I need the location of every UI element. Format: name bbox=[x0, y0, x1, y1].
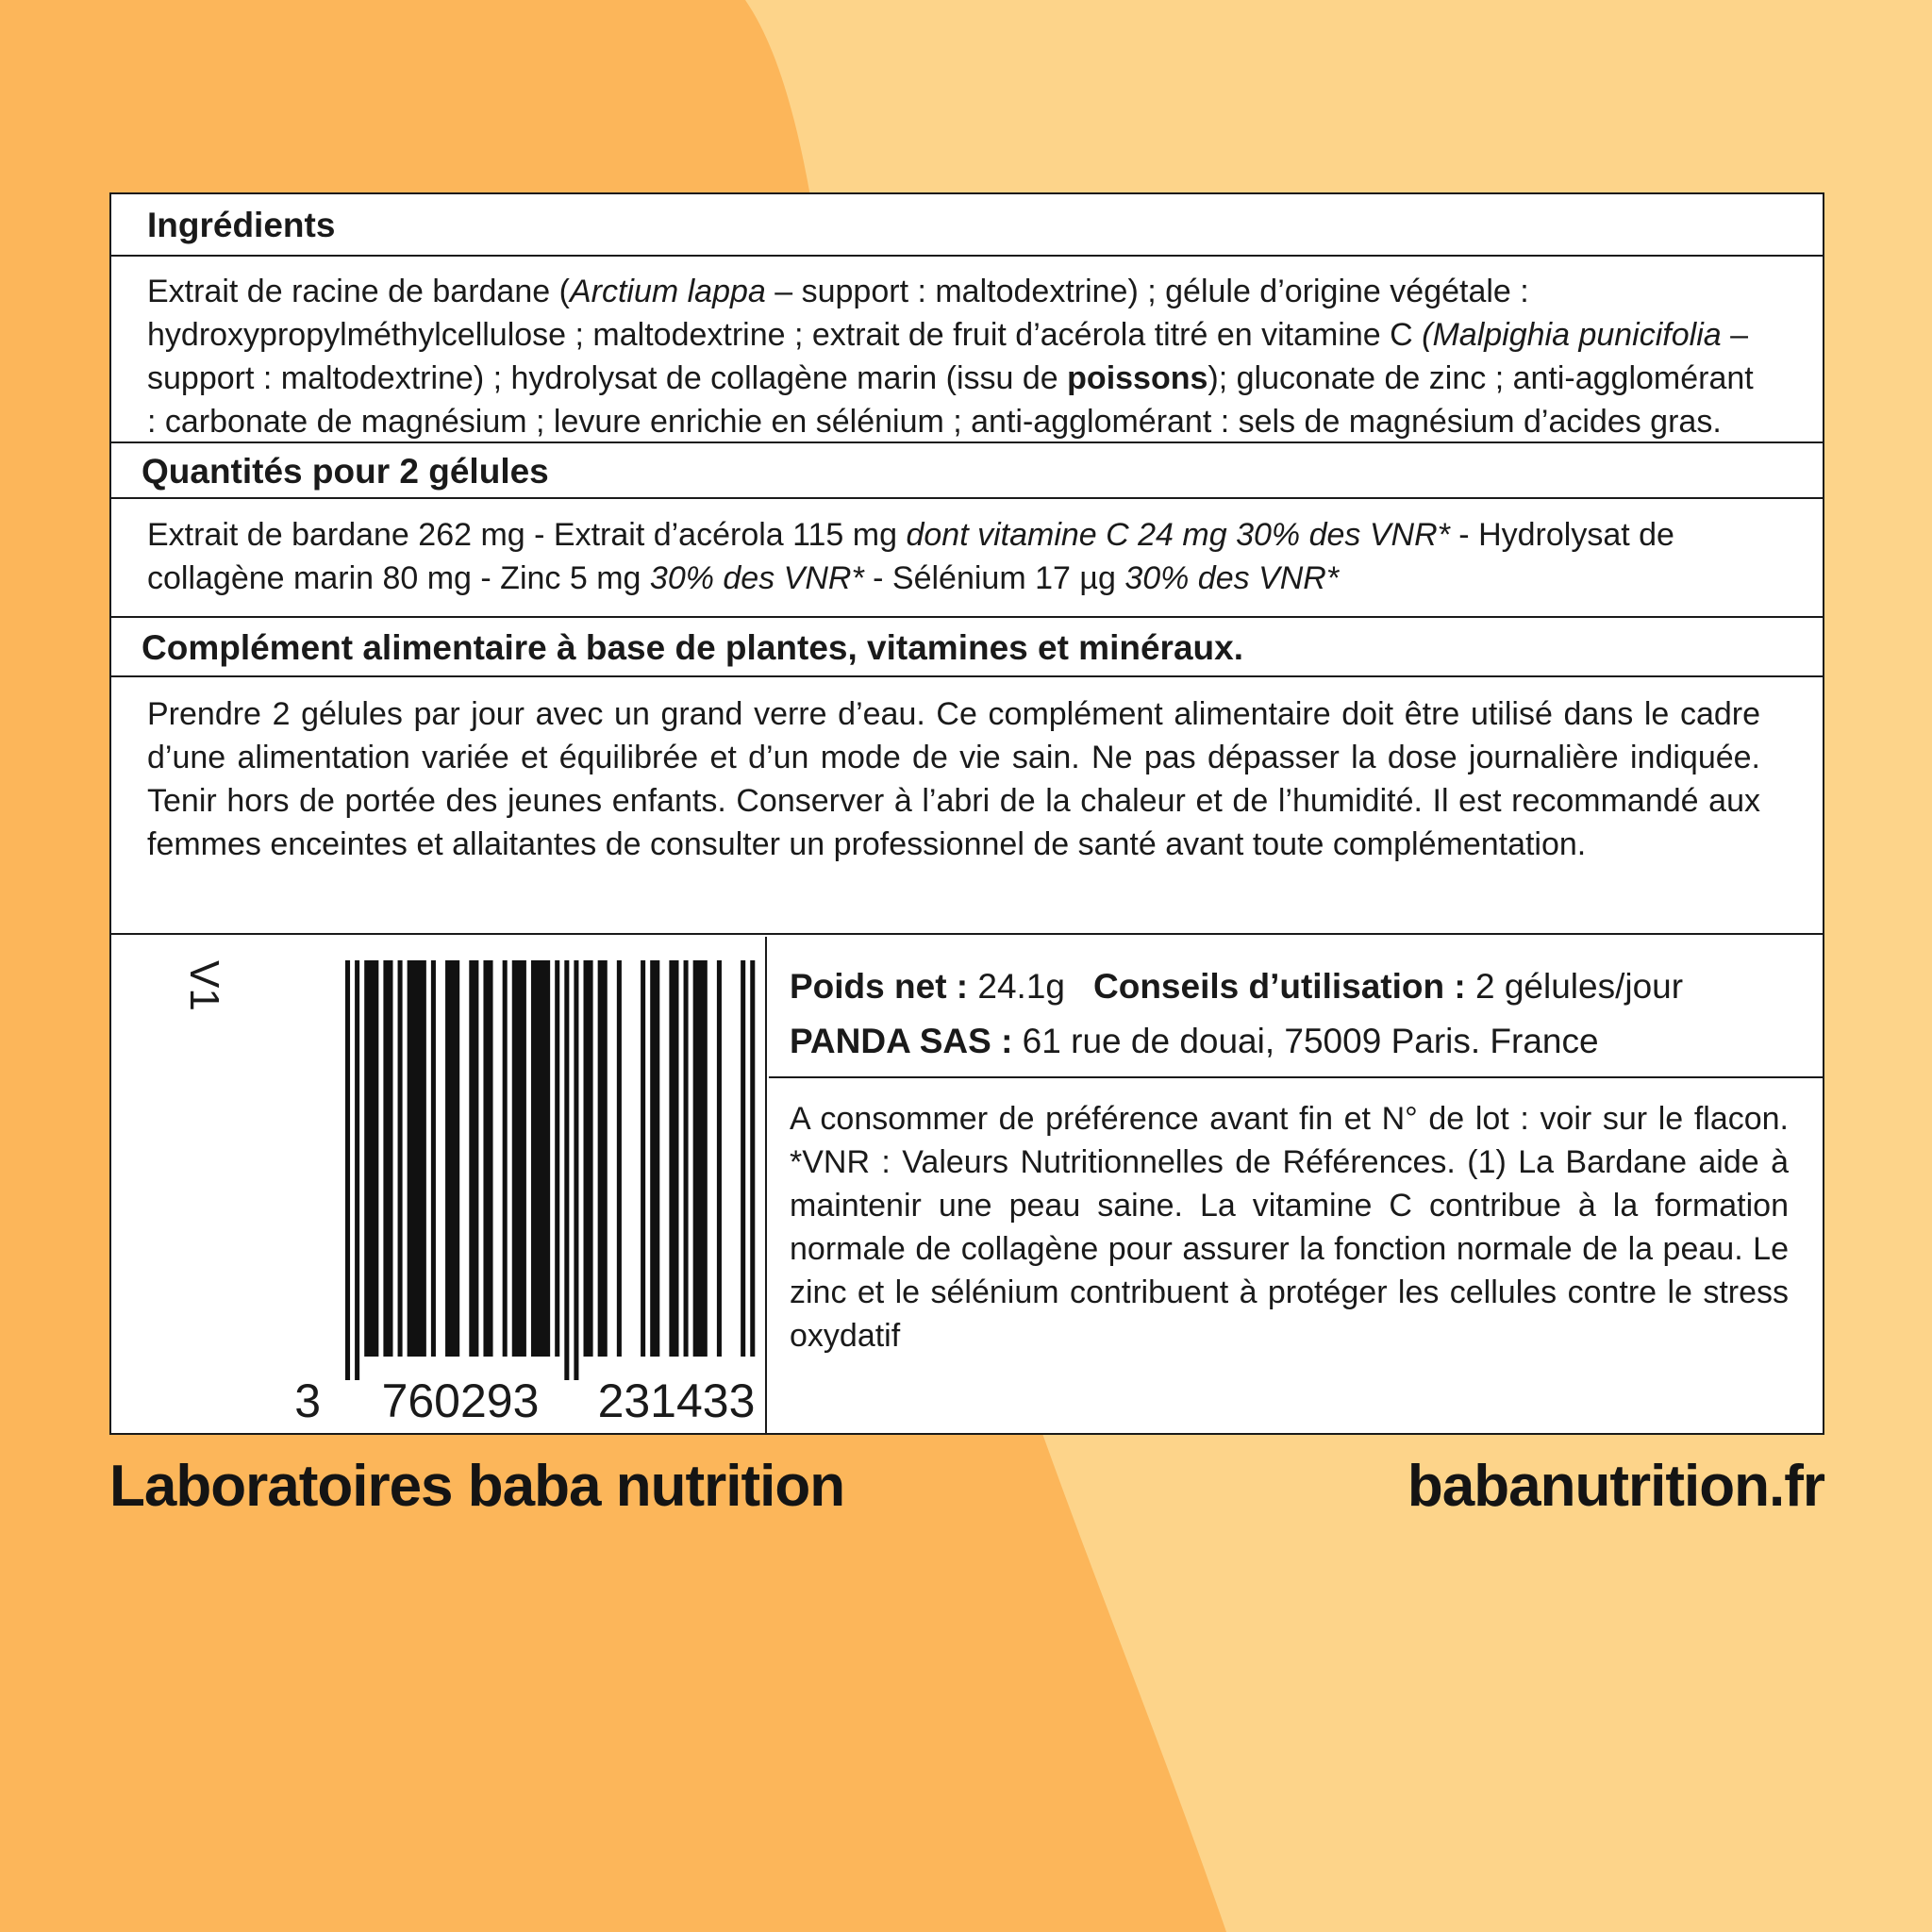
legal-notes: A consommer de préférence avant fin et N° de lot : voir sur le flacon. *VNR : Valeurs Nutritionnelles de Références. (1) La Bardane aide à maintenir une peau saine. La vitamine C contribue à la formation normale de collagène pour assurer la fonction normale de la peau. Le zinc et le sélénium contribuent à protéger les cellules contre le stress oxydatif bbox=[790, 1101, 1789, 1354]
product-info bbox=[769, 937, 1823, 1078]
info-cell bbox=[769, 937, 1823, 1433]
barcode-bar bbox=[483, 960, 492, 1357]
barcode bbox=[111, 937, 765, 1433]
barcode-bar bbox=[669, 960, 678, 1357]
barcode-bar bbox=[564, 960, 569, 1380]
allergen-poissons: poissons bbox=[1067, 360, 1208, 396]
brand-name: Laboratoires baba nutrition bbox=[109, 1454, 845, 1519]
barcode-bar bbox=[408, 960, 426, 1357]
barcode-bar bbox=[503, 960, 508, 1357]
ingredients-text-part: Extrait de racine de bardane ( bbox=[147, 274, 570, 309]
barcode-bar bbox=[598, 960, 608, 1357]
ingredients-text-part: – support : maltodextrine) ; hydrolysat de collagène marin (issu de bbox=[147, 317, 1749, 396]
barcode-digits-right: 231433 bbox=[597, 1374, 756, 1427]
quantities-text bbox=[111, 501, 1823, 618]
barcode-bar bbox=[574, 960, 578, 1380]
quantities-vnr: 30% des VNR* bbox=[1124, 560, 1340, 596]
company-address: 61 rue de douai, 75009 Paris. France bbox=[1012, 1022, 1599, 1060]
barcode-bar bbox=[684, 960, 689, 1357]
barcode-bar bbox=[693, 960, 708, 1357]
complement-title: Complément alimentaire à base de plantes, vitamines et minéraux. bbox=[142, 628, 1243, 667]
quantities-vnr: dont vitamine C 24 mg 30% des VNR* bbox=[906, 517, 1450, 553]
net-weight-value: 24.1g bbox=[968, 967, 1065, 1006]
quantities-part: - Sélénium 17 µg bbox=[863, 560, 1125, 596]
barcode-bar bbox=[555, 960, 559, 1357]
barcode-bar bbox=[355, 960, 359, 1380]
usage-advice-value: 2 gélules/jour bbox=[1465, 967, 1684, 1006]
barcode-bar bbox=[445, 960, 459, 1357]
barcode-bar bbox=[741, 960, 745, 1357]
barcode-bar bbox=[750, 960, 755, 1357]
ingredients-text-part: – support : maltodextrine) ; gélule d’origine végétale : hydroxypropylméthylcellulose ; maltodextrine ; extrait de fruit d’acérola titré en vitamine C bbox=[147, 274, 1529, 353]
ingredients-text bbox=[111, 258, 1823, 443]
barcode-bar bbox=[431, 960, 436, 1357]
website-url: babanutrition.fr bbox=[1407, 1454, 1824, 1519]
barcode-bar bbox=[641, 960, 645, 1357]
ingredients-title: Ingrédients bbox=[147, 205, 336, 244]
complement-header bbox=[111, 620, 1823, 677]
ingredients-header bbox=[111, 194, 1823, 257]
quantities-part: Extrait de bardane 262 mg - Extrait d’acérola 115 mg bbox=[147, 517, 907, 553]
usage-advice-label: Conseils d’utilisation : bbox=[1093, 967, 1466, 1006]
company-name: PANDA SAS : bbox=[790, 1022, 1013, 1060]
barcode-bars bbox=[345, 960, 765, 1380]
info-row-company bbox=[790, 1014, 1789, 1069]
barcode-bar bbox=[345, 960, 350, 1380]
barcode-bar bbox=[584, 960, 593, 1357]
barcode-bar bbox=[531, 960, 550, 1357]
barcode-bar bbox=[512, 960, 526, 1357]
barcode-bar bbox=[617, 960, 622, 1357]
quantities-part: - Hydrolysat de collagène marin 80 mg - Zinc 5 mg bbox=[147, 517, 1674, 596]
latin-name-arctium: Arctium lappa bbox=[569, 274, 766, 309]
product-label bbox=[109, 192, 1824, 1435]
barcode-version: V1 bbox=[181, 960, 227, 1011]
quantities-vnr: 30% des VNR* bbox=[649, 560, 864, 596]
barcode-digit-first: 3 bbox=[294, 1374, 321, 1427]
barcode-bar bbox=[650, 960, 659, 1357]
barcode-bar bbox=[364, 960, 378, 1357]
barcode-digits-left: 760293 bbox=[381, 1374, 540, 1427]
quantities-header bbox=[111, 445, 1823, 499]
latin-name-malpighia: (Malpighia punicifolia bbox=[1422, 317, 1722, 353]
ingredients-text-part: ); gluconate de zinc ; anti-agglomérant : carbonate de magnésium ; levure enrichie en sélénium ; anti-agglomérant : sels de magnésium d’acides gras. bbox=[147, 360, 1754, 440]
bottom-section bbox=[111, 937, 1823, 1433]
barcode-bar bbox=[717, 960, 722, 1357]
usage-instructions: Prendre 2 gélules par jour avec un grand verre d’eau. Ce complément alimentaire doit être utilisé dans le cadre d’une alimentation variée et équilibrée et d’un mode de vie sain. Ne pas dépasser la dose journalière indiquée. Tenir hors de portée des jeunes enfants. Conserver à l’abri de la chaleur et de l’humidité. Il est recommandé aux femmes enceintes et allaitantes de consulter un professionnel de santé avant toute complémentation. bbox=[111, 679, 1823, 935]
barcode-bar bbox=[398, 960, 403, 1357]
barcode-cell bbox=[111, 937, 767, 1433]
net-weight-label: Poids net : bbox=[790, 967, 969, 1006]
barcode-bar bbox=[469, 960, 478, 1357]
info-row-weight bbox=[790, 959, 1789, 1014]
barcode-bar bbox=[383, 960, 392, 1357]
quantities-title: Quantités pour 2 gélules bbox=[142, 452, 549, 491]
